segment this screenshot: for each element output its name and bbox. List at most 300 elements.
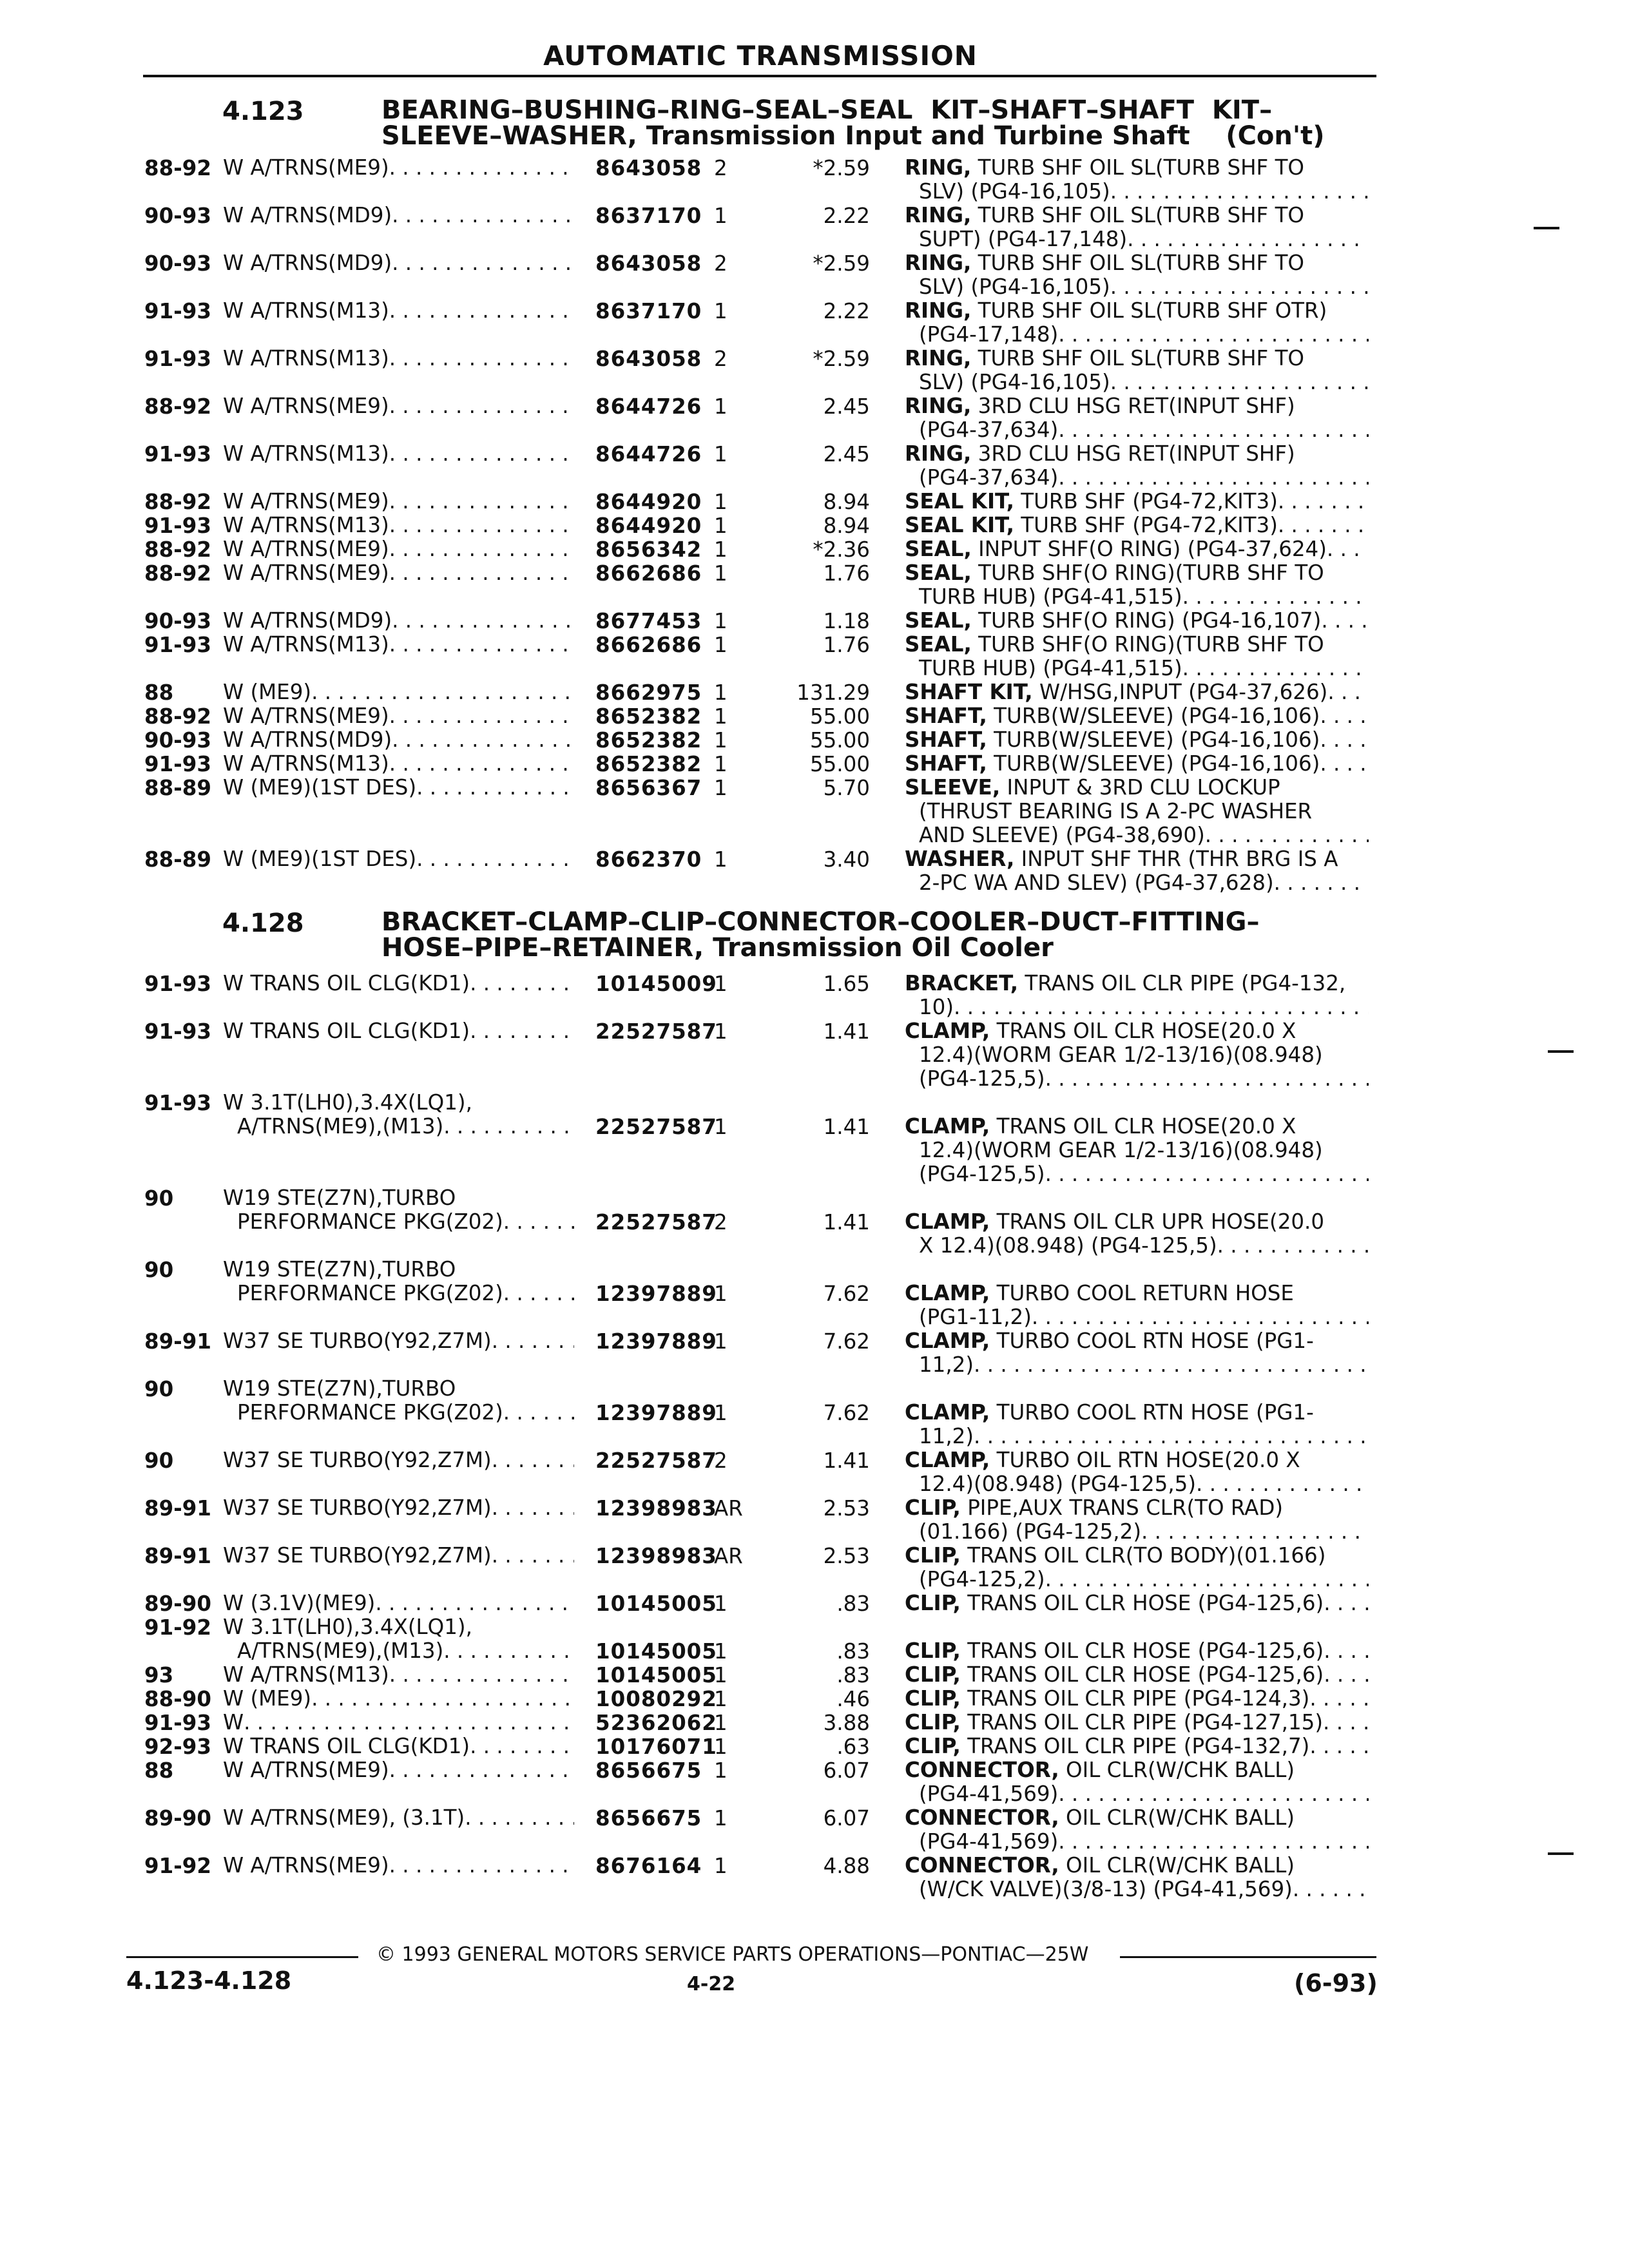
part-name-line	[905, 394, 1369, 418]
description-line: W A/TRNS(ME9) . . .	[223, 561, 574, 585]
model-years: 91-93	[144, 972, 211, 996]
quantity: 1	[714, 561, 728, 586]
part-name-text: TRANS OIL CLR HOSE(20.0 X	[990, 1114, 1296, 1139]
part-name-line	[905, 1735, 1369, 1758]
part-number: 8643058	[595, 156, 702, 180]
part-row	[0, 1377, 1629, 1448]
section-title-line1: BEARING–BUSHING–RING–SEAL–SEAL KIT–SHAFT–SHAFT KIT–	[381, 95, 1273, 125]
price: 1.41	[823, 1115, 870, 1139]
part-name-line	[905, 299, 1369, 323]
quantity: 1	[714, 204, 728, 228]
description-line: W37 SE TURBO(Y92,Z7M) . . .	[223, 1544, 574, 1568]
part-name-line: (PG4-37,634) . . .	[905, 418, 1369, 442]
quantity: 1	[714, 633, 728, 657]
part-keyword: BRACKET,	[905, 971, 1019, 995]
part-name	[905, 299, 1369, 347]
part-name-line	[905, 561, 1369, 585]
part-row	[0, 514, 1629, 537]
part-number: 8644920	[595, 490, 702, 514]
part-row	[0, 394, 1629, 442]
application-description	[223, 204, 574, 227]
description-line: W A/TRNS(MD9) . . .	[223, 204, 574, 227]
part-number: 8656675	[595, 1758, 702, 1783]
application-description	[223, 847, 574, 871]
quantity: 1	[714, 1329, 728, 1354]
description-line: W A/TRNS(M13) . . .	[223, 442, 574, 466]
price: 8.94	[823, 490, 870, 514]
application-description	[223, 1019, 574, 1043]
part-number: 22527587	[595, 1115, 717, 1139]
application-description	[223, 1544, 574, 1568]
part-number: 22527587	[595, 1448, 717, 1473]
part-name	[905, 704, 1369, 728]
part-number: 12397889	[595, 1401, 717, 1425]
part-name	[905, 1663, 1369, 1687]
part-number: 8656675	[595, 1806, 702, 1831]
part-name-line: (PG4-17,148) . . .	[905, 323, 1369, 347]
part-name-text: TRANS OIL CLR PIPE (PG4-124,3)	[960, 1687, 1310, 1711]
part-name	[905, 514, 1369, 537]
model-years: 91-93	[144, 514, 211, 538]
part-keyword: SEAL,	[905, 561, 972, 585]
quantity: 1	[714, 1806, 728, 1831]
quantity: 1	[714, 1639, 728, 1664]
quantity: 1	[714, 680, 728, 705]
description-line: W A/TRNS(ME9) . . .	[223, 704, 574, 728]
part-name-line	[905, 1496, 1369, 1520]
part-name-line: (THRUST BEARING IS A 2-PC WASHER	[919, 799, 1313, 823]
part-name-line	[905, 1854, 1369, 1878]
part-name	[905, 752, 1369, 776]
price: 1.65	[823, 972, 870, 996]
part-name-line	[905, 1544, 1369, 1568]
part-row	[0, 1544, 1629, 1591]
part-number: 12398983	[595, 1496, 717, 1521]
part-keyword: RING,	[905, 251, 972, 275]
price: 1.41	[823, 1448, 870, 1473]
quantity: AR	[714, 1496, 743, 1521]
part-name-line	[905, 1115, 1369, 1139]
model-years: 91-93	[144, 1019, 211, 1044]
description-line: PERFORMANCE PKG(Z02) . . .	[223, 1210, 574, 1234]
description-line: W A/TRNS(M13) . . .	[223, 347, 574, 370]
model-years: 88-89	[144, 847, 211, 872]
price: 55.00	[809, 752, 870, 776]
part-name-line	[905, 251, 1369, 275]
margin-mark	[1534, 227, 1559, 229]
application-description	[223, 752, 574, 776]
quantity: 1	[714, 537, 728, 562]
description-line: A/TRNS(ME9),(M13) . . .	[223, 1639, 574, 1663]
quantity: 1	[714, 1758, 728, 1783]
footer-section-range: 4.123-4.128	[126, 1966, 292, 1995]
part-number: 8637170	[595, 299, 702, 323]
part-name-text: TRANS OIL CLR PIPE (PG4-127,15)	[960, 1711, 1324, 1735]
price: 3.40	[823, 847, 870, 872]
application-description	[223, 1329, 574, 1353]
price: 1.18	[823, 609, 870, 633]
application-description	[223, 561, 574, 585]
part-name-line	[905, 1591, 1369, 1615]
quantity: 1	[714, 1115, 728, 1139]
description-line: W A/TRNS(ME9) . . .	[223, 1758, 574, 1782]
price: .83	[836, 1591, 870, 1616]
part-keyword: CLIP,	[905, 1543, 961, 1568]
quantity: 2	[714, 1210, 728, 1235]
part-number: 8637170	[595, 204, 702, 228]
part-number: 10080292	[595, 1687, 717, 1711]
price: 1.76	[823, 561, 870, 586]
part-row	[0, 299, 1629, 347]
part-row	[0, 1019, 1629, 1091]
part-keyword: SHAFT,	[905, 704, 987, 728]
part-name-text: TURB SHF OIL SL(TURB SHF TO	[971, 346, 1305, 370]
part-row	[0, 847, 1629, 895]
part-name-line: (01.166) (PG4-125,2) . . .	[905, 1520, 1369, 1544]
price: 2.53	[823, 1496, 870, 1521]
part-name-line	[905, 204, 1369, 227]
part-name-line	[905, 680, 1369, 704]
part-name	[905, 1639, 1369, 1663]
part-name-line: SLV) (PG4-16,105) . . .	[905, 370, 1369, 394]
part-name-line	[905, 1448, 1369, 1472]
part-keyword: CLAMP,	[905, 1448, 990, 1472]
part-name-text: TRANS OIL CLR HOSE(20.0 X	[990, 1019, 1296, 1043]
quantity: 1	[714, 1019, 728, 1044]
part-number: 8662686	[595, 633, 702, 657]
model-years: 88-92	[144, 394, 211, 419]
model-years: 88	[144, 680, 174, 705]
part-number: 52362062	[595, 1711, 717, 1735]
application-description	[223, 1615, 574, 1663]
part-name	[905, 1329, 1369, 1377]
footer-page-number: 4-22	[687, 1973, 736, 1995]
part-name-line: (W/CK VALVE)(3/8-13) (PG4-41,569) . . .	[905, 1878, 1369, 1901]
description-line: W (ME9)(1ST DES) . . .	[223, 776, 574, 800]
part-name-line: (PG4-41,569) . . .	[905, 1830, 1369, 1854]
part-keyword: CLAMP,	[905, 1209, 990, 1234]
part-name-line	[905, 514, 1369, 537]
application-description	[223, 537, 574, 561]
part-row	[0, 1591, 1629, 1615]
quantity: 1	[714, 609, 728, 633]
part-row	[0, 561, 1629, 609]
part-name-line	[905, 1401, 1369, 1425]
application-description	[223, 1186, 574, 1234]
part-name-line: SLV) (PG4-16,105) . . .	[905, 180, 1369, 204]
description-line: W37 SE TURBO(Y92,Z7M) . . .	[223, 1496, 574, 1520]
section-title-line2: HOSE–PIPE–RETAINER, Transmission Oil Cooler	[381, 933, 1054, 963]
part-number: 10145005	[595, 1639, 717, 1664]
application-description	[223, 347, 574, 370]
part-name-line	[905, 490, 1369, 514]
part-row	[0, 728, 1629, 752]
description-line: W A/TRNS(ME9) . . .	[223, 537, 574, 561]
part-name-line: (PG4-41,569) . . .	[905, 1782, 1369, 1806]
part-keyword: RING,	[905, 394, 972, 418]
description-line: W A/TRNS(ME9), (3.1T) . . .	[223, 1806, 574, 1830]
part-keyword: SHAFT,	[905, 728, 987, 752]
part-keyword: CLIP,	[905, 1495, 961, 1520]
part-name	[905, 204, 1369, 251]
part-keyword: CLAMP,	[905, 1019, 990, 1043]
model-years: 88	[144, 1758, 174, 1783]
part-name	[905, 251, 1369, 299]
part-row	[0, 1854, 1629, 1901]
part-name	[905, 633, 1369, 680]
description-line: W A/TRNS(M13) . . .	[223, 1663, 574, 1687]
description-line: PERFORMANCE PKG(Z02) . . .	[223, 1401, 574, 1425]
part-row	[0, 204, 1629, 251]
description-line: W (3.1V)(ME9) . . .	[223, 1591, 574, 1615]
application-description	[223, 442, 574, 466]
price: 2.53	[823, 1544, 870, 1568]
part-name-text: TURB SHF OIL SL(TURB SHF OTR)	[971, 298, 1327, 323]
quantity: 1	[714, 1687, 728, 1711]
quantity: 1	[714, 728, 728, 753]
part-name	[905, 847, 1369, 895]
model-years: 91-92	[144, 1615, 211, 1640]
quantity: 1	[714, 394, 728, 419]
application-description	[223, 1591, 574, 1615]
price: 1.76	[823, 633, 870, 657]
part-row	[0, 752, 1629, 776]
price: 6.07	[823, 1806, 870, 1831]
part-name-line	[905, 776, 1369, 800]
description-line: W37 SE TURBO(Y92,Z7M) . . .	[223, 1329, 574, 1353]
part-name-line	[905, 1663, 1369, 1687]
part-keyword: SEAL,	[905, 609, 972, 633]
model-years: 90	[144, 1377, 174, 1401]
description-line: W A/TRNS(M13) . . .	[223, 633, 574, 657]
part-name-text: INPUT SHF(O RING) (PG4-37,624)	[971, 537, 1327, 561]
part-name-line: 12.4)(WORM GEAR 1/2-13/16)(08.948)	[919, 1043, 1323, 1067]
model-years: 88-92	[144, 537, 211, 562]
application-description	[223, 490, 574, 514]
part-name-line	[905, 156, 1369, 180]
quantity: 1	[714, 1282, 728, 1306]
model-years: 89-91	[144, 1329, 211, 1354]
part-name-line: 10) . . .	[905, 995, 1369, 1019]
model-years: 92-93	[144, 1735, 211, 1759]
part-number: 8662370	[595, 847, 702, 872]
price: .83	[836, 1639, 870, 1664]
part-name-line: SLV) (PG4-16,105) . . .	[905, 275, 1369, 299]
part-name	[905, 1401, 1369, 1448]
application-description	[223, 1854, 574, 1878]
margin-mark	[1548, 1050, 1574, 1053]
application-description	[223, 394, 574, 418]
part-row	[0, 776, 1629, 847]
model-years: 91-93	[144, 347, 211, 371]
price: 5.70	[823, 776, 870, 800]
part-name-text: TURB SHF(O RING) (PG4-16,107)	[971, 609, 1322, 633]
part-name-line	[905, 1711, 1369, 1735]
part-name-text: W/HSG,INPUT (PG4-37,626)	[1032, 680, 1328, 704]
application-description	[223, 156, 574, 180]
description-line: PERFORMANCE PKG(Z02) . . .	[223, 1282, 574, 1305]
price: *2.59	[813, 156, 870, 180]
part-keyword: CLAMP,	[905, 1281, 990, 1305]
application-description	[223, 299, 574, 323]
part-number: 10145005	[595, 1663, 717, 1687]
part-name-text: TURB(W/SLEEVE) (PG4-16,106)	[987, 728, 1320, 752]
part-name-line: 12.4)(08.948) (PG4-125,5) . . .	[905, 1472, 1369, 1496]
quantity: 2	[714, 251, 728, 276]
model-years: 88-92	[144, 490, 211, 514]
part-keyword: CONNECTOR,	[905, 1805, 1059, 1830]
part-name-text: OIL CLR(W/CHK BALL)	[1059, 1758, 1295, 1782]
description-line: W . . .	[223, 1711, 574, 1735]
part-name-text: TRANS OIL CLR UPR HOSE(20.0	[990, 1209, 1325, 1234]
part-row	[0, 1735, 1629, 1758]
price: 7.62	[823, 1282, 870, 1306]
part-name-text: TRANS OIL CLR HOSE (PG4-125,6)	[960, 1591, 1324, 1615]
model-years: 90	[144, 1186, 174, 1211]
description-line: A/TRNS(ME9),(M13) . . .	[223, 1115, 574, 1139]
part-name	[905, 1448, 1369, 1496]
part-name-line	[905, 442, 1369, 466]
price: 2.22	[823, 299, 870, 323]
application-description	[223, 680, 574, 704]
application-description	[223, 1806, 574, 1830]
description-line: W A/TRNS(ME9) . . .	[223, 1854, 574, 1878]
model-years: 91-93	[144, 299, 211, 323]
model-years: 89-90	[144, 1591, 211, 1616]
application-description	[223, 1258, 574, 1305]
description-line: W19 STE(Z7N),TURBO	[223, 1186, 456, 1210]
part-name-line	[905, 1687, 1369, 1711]
part-number: 12397889	[595, 1282, 717, 1306]
model-years: 93	[144, 1663, 174, 1687]
part-keyword: CLIP,	[905, 1663, 961, 1687]
part-name-line	[905, 1806, 1369, 1830]
quantity: 1	[714, 1401, 728, 1425]
application-description	[223, 972, 574, 995]
part-keyword: RING,	[905, 155, 972, 180]
part-name-text: INPUT & 3RD CLU LOCKUP	[1000, 775, 1280, 800]
quantity: 1	[714, 1735, 728, 1759]
part-name-text: TURB(W/SLEEVE) (PG4-16,106)	[987, 704, 1320, 728]
part-name-line	[905, 1329, 1369, 1353]
margin-mark	[1548, 1852, 1574, 1855]
part-name	[905, 1806, 1369, 1854]
part-name-line	[905, 752, 1369, 776]
part-name-text: 3RD CLU HSG RET(INPUT SHF)	[971, 394, 1295, 418]
part-keyword: SEAL,	[905, 537, 972, 561]
part-name	[905, 442, 1369, 490]
application-description	[223, 728, 574, 752]
part-name-line	[905, 537, 1369, 561]
quantity: 1	[714, 972, 728, 996]
quantity: 2	[714, 156, 728, 180]
part-name-line: TURB HUB) (PG4-41,515) . . .	[905, 657, 1369, 680]
description-line: W 3.1T(LH0),3.4X(LQ1),	[223, 1090, 472, 1115]
part-name	[905, 1735, 1369, 1758]
application-description	[223, 1711, 574, 1735]
model-years: 91-93	[144, 442, 211, 466]
part-keyword: CLIP,	[905, 1639, 961, 1663]
part-name-text: TURB(W/SLEEVE) (PG4-16,106)	[987, 752, 1320, 776]
quantity: 1	[714, 1711, 728, 1735]
part-name	[905, 1544, 1369, 1591]
part-number: 12397889	[595, 1329, 717, 1354]
part-number: 8652382	[595, 752, 702, 776]
description-line: W A/TRNS(MD9) . . .	[223, 728, 574, 752]
part-name-text: TURB SHF OIL SL(TURB SHF TO	[971, 155, 1305, 180]
quantity: AR	[714, 1544, 743, 1568]
part-name-text: TURB SHF(O RING)(TURB SHF TO	[971, 632, 1324, 657]
part-name-text: OIL CLR(W/CHK BALL)	[1059, 1805, 1295, 1830]
part-name-text: TURBO COOL RTN HOSE (PG1-	[990, 1400, 1314, 1425]
part-row	[0, 1329, 1629, 1377]
part-name	[905, 1711, 1369, 1735]
part-name-text: TRANS OIL CLR PIPE (PG4-132,7)	[960, 1735, 1310, 1758]
quantity: 1	[714, 1591, 728, 1616]
part-keyword: CLIP,	[905, 1735, 961, 1758]
description-line: W (ME9) . . .	[223, 1687, 574, 1711]
part-number: 10145009	[595, 972, 717, 996]
application-description	[223, 704, 574, 728]
application-description	[223, 776, 574, 800]
part-row	[0, 1663, 1629, 1687]
part-name-text: TURB SHF OIL SL(TURB SHF TO	[971, 203, 1305, 227]
part-keyword: SHAFT KIT,	[905, 680, 1033, 704]
part-number: 8677453	[595, 609, 702, 633]
quantity: 1	[714, 776, 728, 800]
part-name-text: TURB SHF OIL SL(TURB SHF TO	[971, 251, 1305, 275]
model-years: 89-91	[144, 1544, 211, 1568]
price: 7.62	[823, 1401, 870, 1425]
part-row	[0, 347, 1629, 394]
application-description	[223, 1687, 574, 1711]
part-name-text: TURBO COOL RTN HOSE (PG1-	[990, 1329, 1314, 1353]
price: 131.29	[796, 680, 870, 705]
part-keyword: CLIP,	[905, 1711, 961, 1735]
part-name	[905, 1282, 1369, 1329]
description-line: W19 STE(Z7N),TURBO	[223, 1376, 456, 1401]
price: 2.22	[823, 204, 870, 228]
model-years: 91-93	[144, 1711, 211, 1735]
description-line: W A/TRNS(M13) . . .	[223, 752, 574, 776]
part-name-line	[905, 972, 1369, 995]
part-keyword: CLIP,	[905, 1591, 961, 1615]
quantity: 1	[714, 752, 728, 776]
part-keyword: RING,	[905, 441, 972, 466]
part-number: 22527587	[595, 1019, 717, 1044]
part-name-line	[905, 347, 1369, 370]
part-name	[905, 1854, 1369, 1901]
model-years: 90	[144, 1258, 174, 1282]
description-line: W TRANS OIL CLG(KD1) . . .	[223, 1019, 574, 1043]
price: *2.36	[813, 537, 870, 562]
model-years: 88-89	[144, 776, 211, 800]
part-name-line	[905, 633, 1369, 657]
part-keyword: SEAL KIT,	[905, 514, 1014, 537]
part-name-line: (PG4-125,5) . . .	[905, 1067, 1369, 1091]
part-row	[0, 609, 1629, 633]
part-keyword: SEAL KIT,	[905, 490, 1014, 514]
part-row	[0, 1806, 1629, 1854]
application-description	[223, 1735, 574, 1758]
part-keyword: SEAL,	[905, 632, 972, 657]
part-name	[905, 1019, 1369, 1091]
part-name	[905, 347, 1369, 394]
price: 2.45	[823, 394, 870, 419]
parts-list-4-123	[0, 156, 1629, 895]
quantity: 1	[714, 490, 728, 514]
part-name-text: TURBO COOL RETURN HOSE	[990, 1281, 1294, 1305]
